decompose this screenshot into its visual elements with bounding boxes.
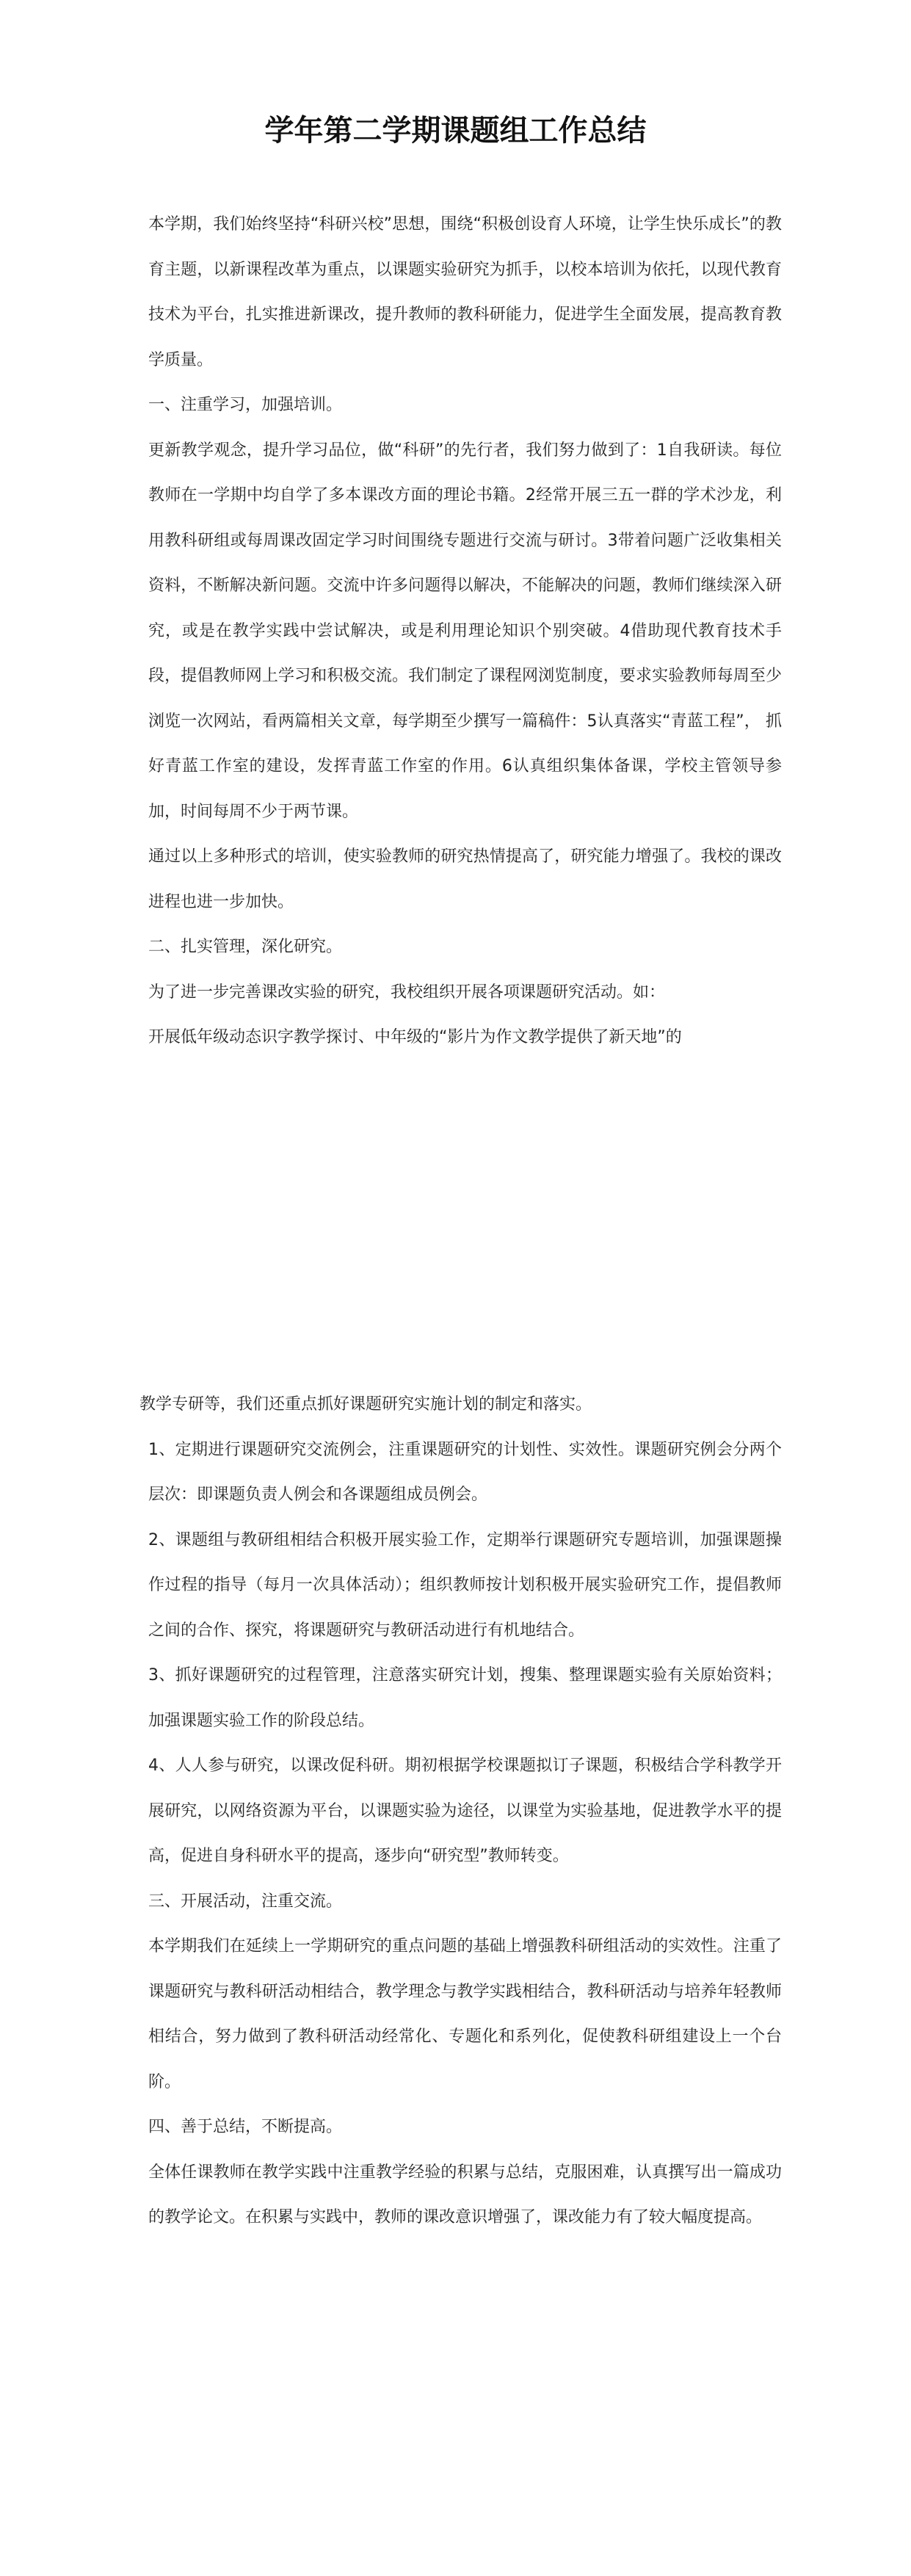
list-item-2: 2、课题组与教研组相结合积极开展实验工作，定期举行课题研究专题培训，加强课题操作过程的指导（每月一次具体活动）；组织教师按计划积极开展实验研究工作，提倡教师之间的合作、探究，将课题研究与教研活动进行有机地结合。: [148, 1530, 782, 1640]
paragraph-section-2-activities: 开展低年级动态识字教学探讨、中年级的“影片为作文教学提供了新天地”的: [148, 1028, 682, 1046]
document-title: 学年第二学期课题组工作总结: [264, 113, 647, 148]
list-item-1: 1、定期进行课题研究交流例会，注重课题研究的计划性、实效性。课题研究例会分两个层次：即课题负责人例会和各课题组成员例会。: [148, 1440, 782, 1504]
section-heading-4: 四、善于总结，不断提高。: [148, 2118, 343, 2136]
paragraph-continuation: 教学专研等，我们还重点抓好课题研究实施计划的制定和落实。: [139, 1395, 592, 1414]
paragraph-section-3: 本学期我们在延续上一学期研究的重点问题的基础上增强教科研组活动的实效性。注重了课题研究与教科研活动相结合，教学理念与教学实践相结合，教科研活动与培养年轻教师相结合，努力做到了教科研活动经常化、专题化和系列化，促使教科研组建设上一个台阶。: [148, 1937, 782, 2091]
section-heading-1: 一、注重学习，加强培训。: [148, 396, 343, 414]
list-item-4: 4、人人参与研究，以课改促科研。期初根据学校课题拟订子课题，积极结合学科教学开展研究，以网络资源为平台，以课题实验为途径，以课堂为实验基地，促进教学水平的提高，促进自身科研水平的提高，逐步向“研究型”教师转变。: [148, 1756, 782, 1865]
document-body-part-1: [139, 202, 782, 1060]
paragraph-section-1: 更新教学观念，提升学习品位，做“科研”的先行者，我们努力做到了：1自我研读。每位教师在一学期中均自学了多本课改方面的理论书籍。2经常开展三五一群的学术沙龙，利用教科研组或每周课改固定学习时间围绕专题进行交流与研讨。3带着问题广泛收集相关资料，不断解决新问题。交流中许多问题得以解决，不能解决的问题，教师们继续深入研究，或是在教学实践中尝试解决，或是利用理论知识个别突破。4借助现代教育技术手段，提倡教师网上学习和积极交流。我们制定了课程网浏览制度，要求实验教师每周至少浏览一次网站，看两篇相关文章，每学期至少撰写一篇稿件：5认真落实“青蓝工程”， 抓好青蓝工作室的建设，发挥青蓝工作室的作用。6认真组织集体备课，学校主管领导参加，时间每周不少于两节课。: [148, 441, 782, 821]
paragraph-intro: 本学期，我们始终坚持“科研兴校”思想，围绕“积极创设育人环境，让学生快乐成长”的教育主题，以新课程改革为重点，以课题实验研究为抓手，以校本培训为依托，以现代教育技术为平台，扎实推进新课改，提升教师的教科研能力，促进学生全面发展，提高教育教学质量。: [148, 215, 782, 369]
paragraph-section-2-intro: 为了进一步完善课改实验的研究，我校组织开展各项课题研究活动。如：: [148, 983, 666, 1002]
document-body-part-2: [139, 1382, 782, 2240]
paragraph-section-1-summary: 通过以上多种形式的培训，使实验教师的研究热情提高了，研究能力增强了。我校的课改进程也进一步加快。: [148, 847, 782, 911]
list-item-3: 3、抓好课题研究的过程管理，注意落实研究计划，搜集、整理课题实验有关原始资料；加强课题实验工作的阶段总结。: [148, 1666, 782, 1730]
paragraph-section-4: 全体任课教师在教学实践中注重教学经验的积累与总结，克服困难，认真撰写出一篇成功的教学论文。在积累与实践中，教师的课改意识增强了，课改能力有了较大幅度提高。: [148, 2163, 782, 2226]
section-heading-2: 二、扎实管理，深化研究。: [148, 938, 343, 956]
section-heading-3: 三、开展活动，注重交流。: [148, 1892, 343, 1911]
